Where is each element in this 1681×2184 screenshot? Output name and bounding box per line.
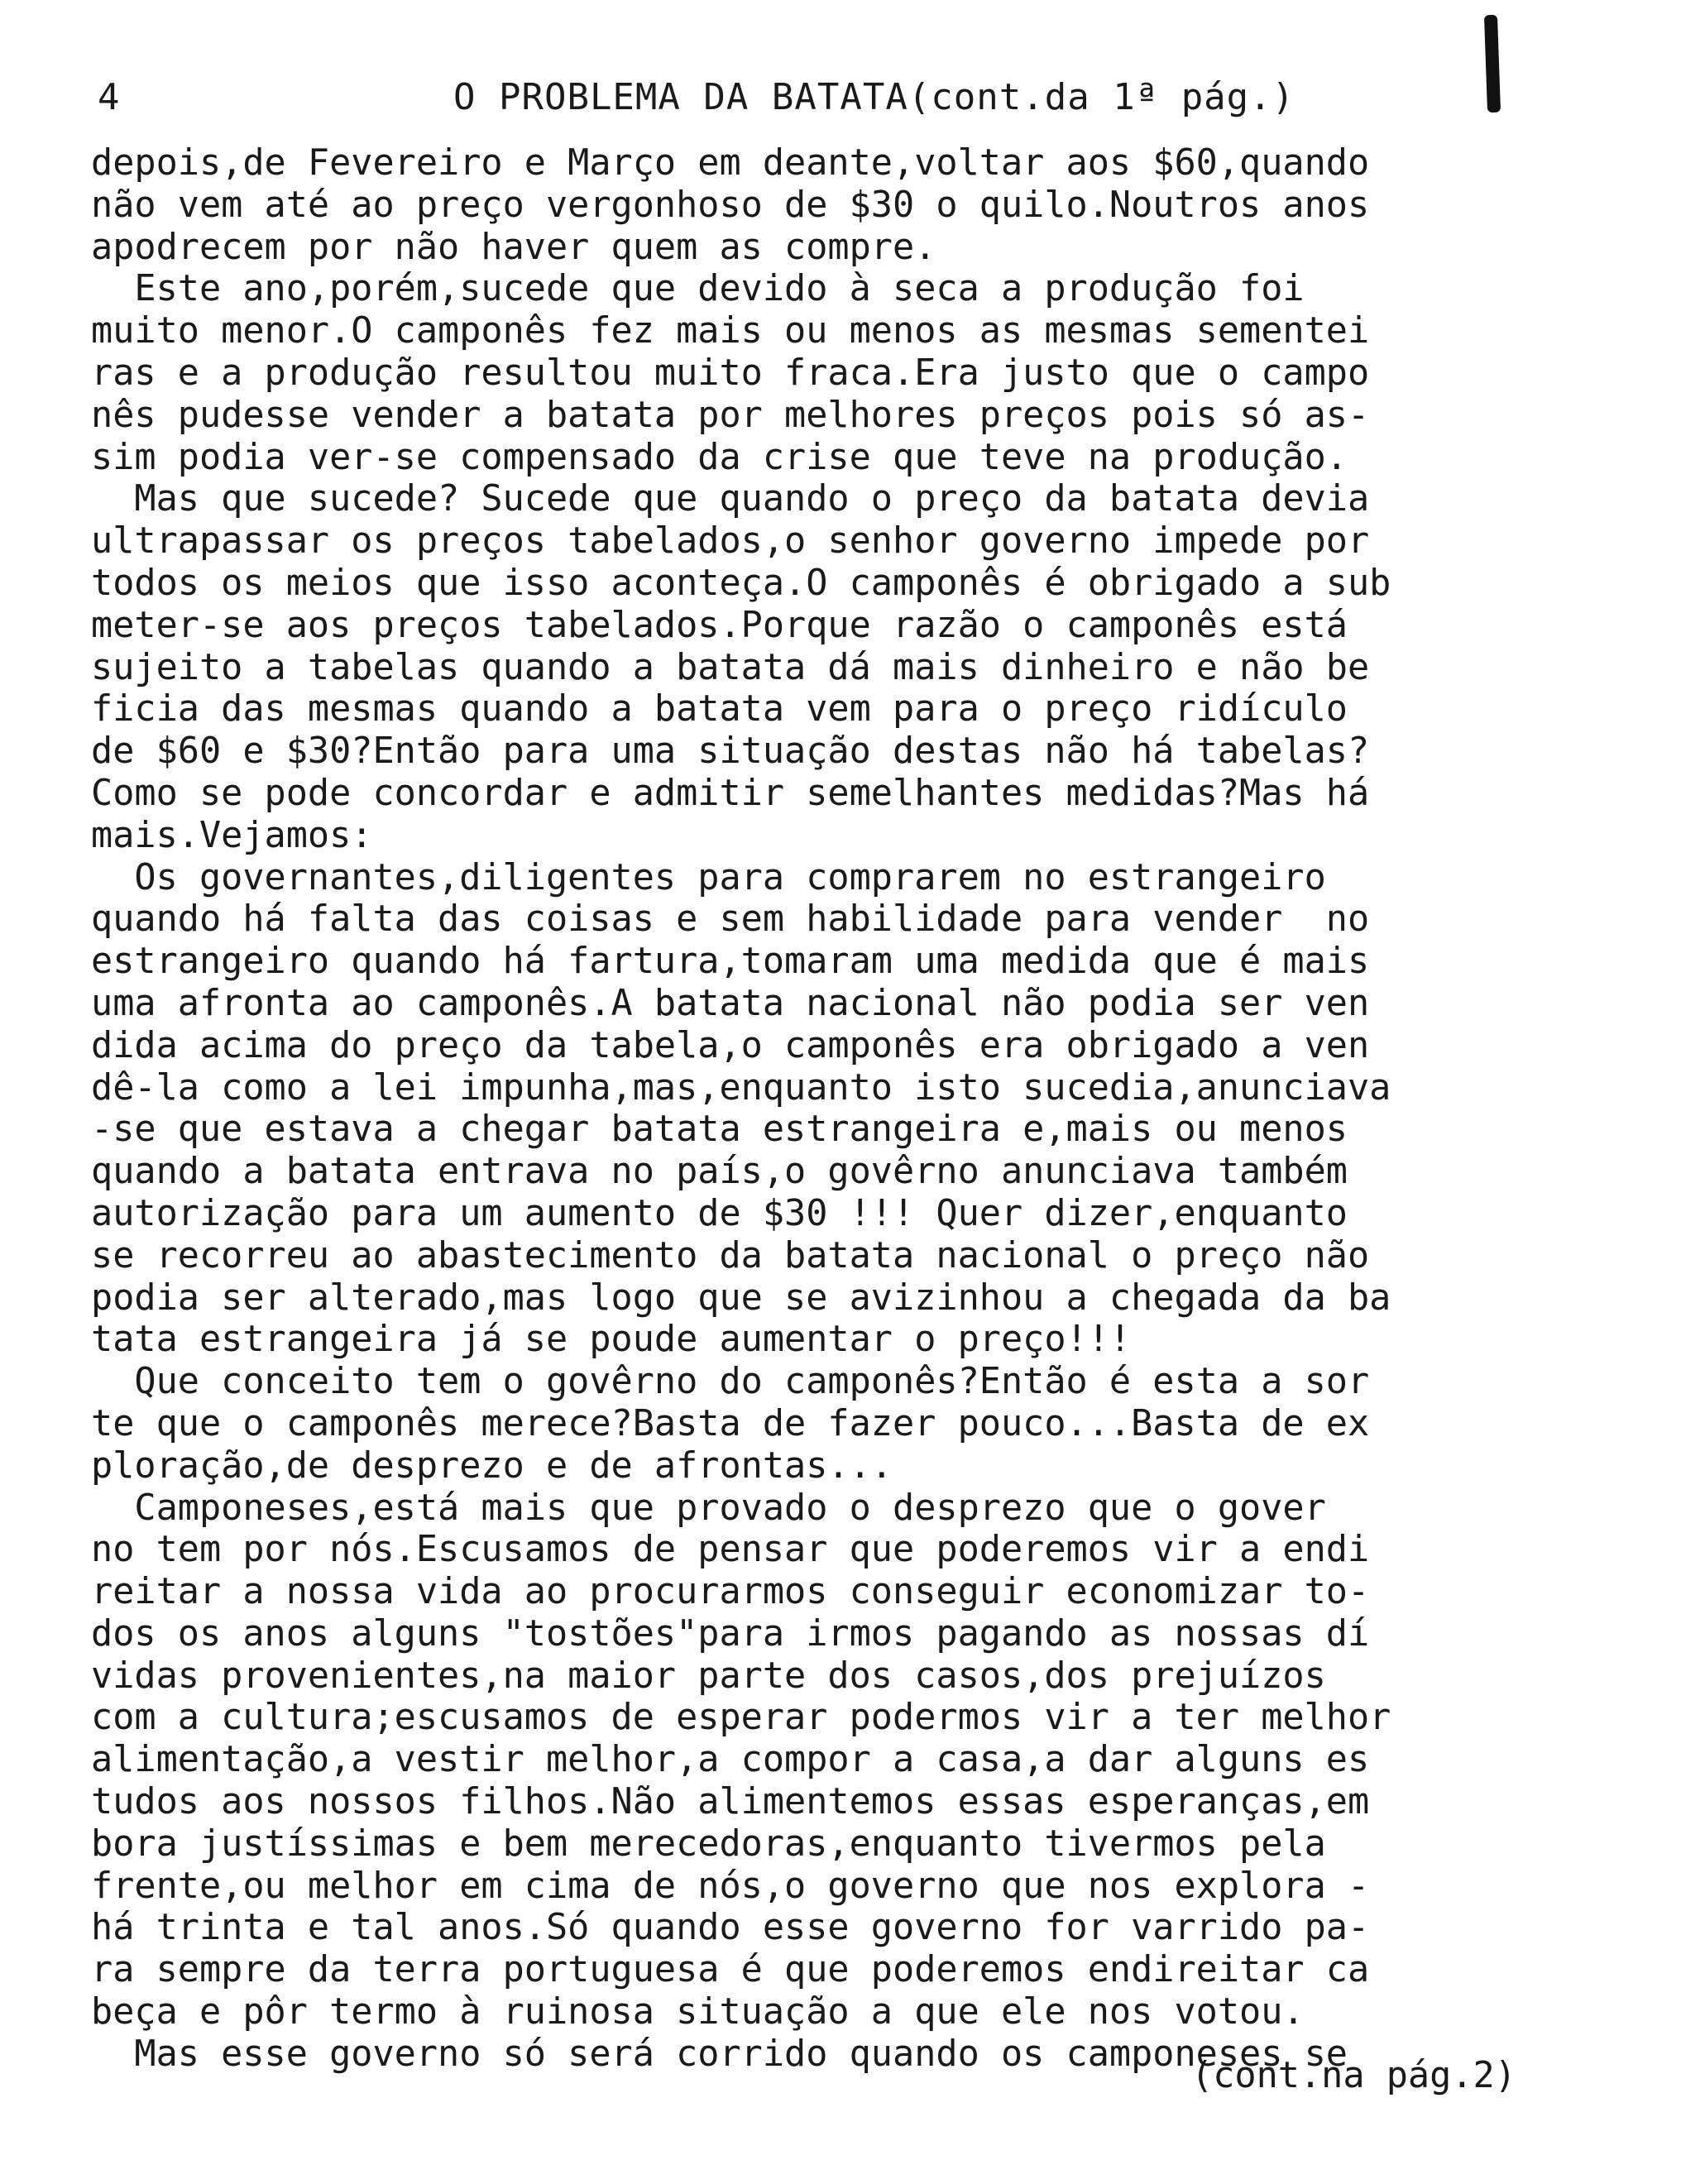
text-line: no tem por nós.Escusamos de pensar que poderemos vir a endi (91, 1529, 1370, 1571)
text-line: mais.Vejamos: (91, 814, 373, 856)
text-line: ploração,de desprezo e de afrontas... (91, 1444, 893, 1487)
text-line: ras e a produção resultou muito fraca.Era justo que o campo (91, 352, 1370, 394)
text-line: tata estrangeira já se poude aumentar o preço!!! (91, 1319, 1132, 1361)
text-line: Como se pode concordar e admitir semelhantes medidas?Mas há (91, 772, 1370, 814)
text-line: estrangeiro quando há fartura,tomaram uma medida que é mais (91, 941, 1370, 983)
text-line: podia ser alterado,mas logo que se avizinhou a chegada da ba (91, 1276, 1391, 1319)
text-line: nês pudesse vender a batata por melhores preços pois só as- (91, 394, 1370, 436)
page-header (98, 76, 1554, 126)
text-line: sujeito a tabelas quando a batata dá mais dinheiro e não be (91, 646, 1370, 688)
text-line: Camponeses,está mais que provado o desprezo que o gover (91, 1487, 1326, 1529)
text-line: apodrecem por não haver quem as compre. (91, 226, 936, 268)
text-line: ra sempre da terra portuguesa é que poderemos endireitar ca (91, 1949, 1370, 1991)
text-line: frente,ou melhor em cima de nós,o governo que nos explora - (91, 1865, 1370, 1907)
text-line: de $60 e $30?Então para uma situação destas não há tabelas? (91, 730, 1370, 773)
text-line: Este ano,porém,sucede que devido à seca a produção foi (91, 268, 1305, 310)
text-line: quando a batata entrava no país,o govêrno anunciava também (91, 1151, 1348, 1193)
text-line: Mas que sucede? Sucede que quando o preço da batata devia (91, 478, 1370, 520)
text-line: uma afronta ao camponês.A batata nacional não podia ser ven (91, 982, 1370, 1024)
text-line: dê-la como a lei impunha,mas,enquanto isto sucedia,anunciava (91, 1066, 1391, 1109)
article-title: O PROBLEMA DA BATATA(cont.da 1ª pág.) (453, 76, 1295, 118)
continuation-note: (cont.na pág.2) (1191, 2055, 1516, 2096)
text-line: tudos aos nossos filhos.Não alimentemos essas esperanças,em (91, 1781, 1370, 1823)
text-line: Que conceito tem o govêrno do camponês?Então é esta a sor (91, 1361, 1370, 1403)
text-line: vidas provenientes,na maior parte dos casos,dos prejuízos (91, 1655, 1326, 1697)
text-line: reitar a nossa vida ao procurarmos conseguir economizar to- (91, 1571, 1370, 1613)
text-line: autorização para um aumento de $30 !!! Quer dizer,enquanto (91, 1192, 1348, 1234)
text-line: há trinta e tal anos.Só quando esse governo for varrido pa- (91, 1907, 1370, 1949)
text-line: -se que estava a chegar batata estrangeira e,mais ou menos (91, 1109, 1348, 1151)
text-line: ultrapassar os preços tabelados,o senhor governo impede por (91, 520, 1370, 563)
text-line: alimentação,a vestir melhor,a compor a casa,a dar alguns es (91, 1739, 1370, 1781)
article-body (91, 142, 1630, 2076)
text-line: Os governantes,diligentes para comprarem no estrangeiro (91, 856, 1326, 898)
text-line: quando há falta das coisas e sem habilidade para vender no (91, 898, 1370, 941)
text-line: dida acima do preço da tabela,o camponês era obrigado a ven (91, 1024, 1370, 1066)
text-line: bora justíssimas e bem merecedoras,enquanto tivermos pela (91, 1822, 1326, 1865)
text-line: te que o camponês merece?Basta de fazer pouco...Basta de ex (91, 1402, 1370, 1444)
text-line: todos os meios que isso aconteça.O camponês é obrigado a sub (91, 562, 1391, 604)
text-line: não vem até ao preço vergonhoso de $30 o quilo.Noutros anos (91, 184, 1370, 226)
text-line: beça e pôr termo à ruinosa situação a que ele nos votou. (91, 1991, 1305, 2033)
margin-pen-mark (1484, 15, 1501, 113)
text-line: sim podia ver-se compensado da crise que teve na produção. (91, 436, 1348, 478)
text-line: depois,de Fevereiro e Março em deante,voltar aos $60,quando (91, 142, 1370, 184)
text-line: Mas esse governo só será corrido quando os camponeses se (91, 2033, 1348, 2075)
text-line: com a cultura;escusamos de esperar podermos vir a ter melhor (91, 1697, 1391, 1739)
page-number: 4 (98, 76, 121, 118)
text-line: meter-se aos preços tabelados.Porque razão o camponês está (91, 604, 1348, 646)
text-line: ficia das mesmas quando a batata vem para o preço ridículo (91, 688, 1348, 730)
text-line: dos os anos alguns "tostões"para irmos pagando as nossas dí (91, 1612, 1370, 1655)
text-line: se recorreu ao abastecimento da batata nacional o preço não (91, 1234, 1370, 1276)
text-line: muito menor.O camponês fez mais ou menos as mesmas sementei (91, 310, 1370, 352)
